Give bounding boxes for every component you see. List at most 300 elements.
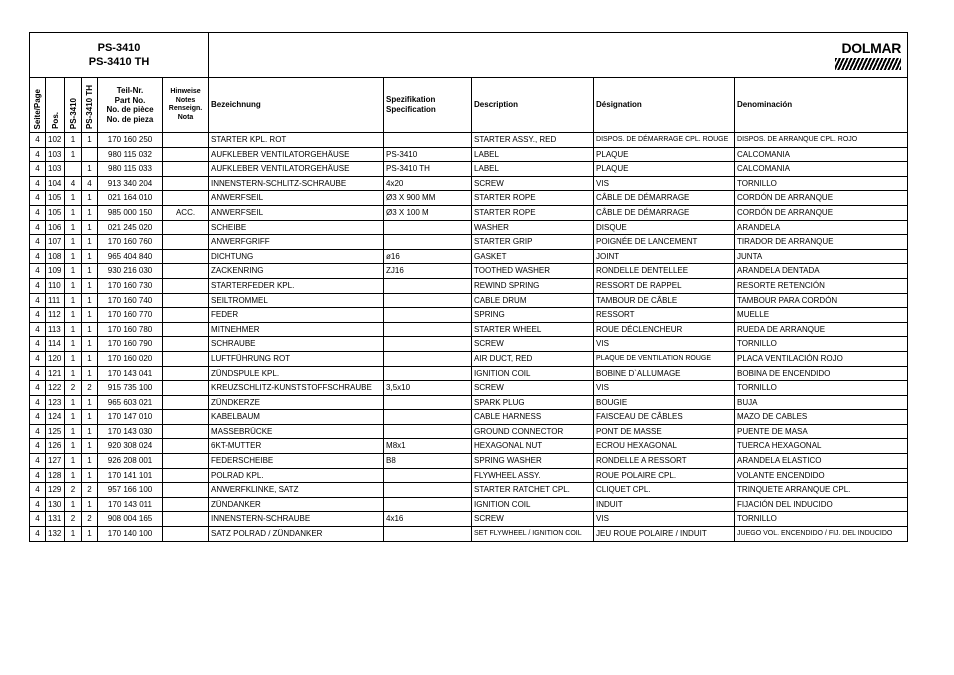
table-row [30,468,908,483]
note-cell [163,424,209,439]
bezeichnung-cell: KABELBAUM [209,410,384,425]
designation-cell: ECROU HEXAGONAL [594,439,735,454]
table-row [30,483,908,498]
denominacion-cell: ARANDELA DENTADA [735,264,908,279]
designation-cell: TAMBOUR DE CÂBLE [594,293,735,308]
part-no-cell: 170 160 780 [98,322,163,337]
specification-cell [384,322,472,337]
qty-ps3410th-cell: 1 [82,249,98,264]
pos-cell: 108 [46,249,65,264]
description-cell: FLYWHEEL ASSY. [472,468,594,483]
designation-cell: BOUGIE [594,395,735,410]
note-cell [163,264,209,279]
pos-cell: 128 [46,468,65,483]
pos-cell: 107 [46,235,65,250]
qty-ps3410-cell: 1 [65,235,82,250]
part-no-cell: 913 340 204 [98,176,163,191]
note-cell [163,395,209,410]
page-cell: 4 [30,337,46,352]
col-qty-ps3410th: PS-3410 TH [82,78,98,133]
qty-ps3410-cell: 1 [65,308,82,323]
part-no-cell: 915 735 100 [98,381,163,396]
qty-ps3410th-cell: 1 [82,351,98,366]
qty-ps3410-cell: 1 [65,424,82,439]
part-no-cell: 170 160 730 [98,278,163,293]
page-cell: 4 [30,278,46,293]
description-cell: STARTER ROPE [472,205,594,220]
qty-ps3410th-cell: 1 [82,133,98,148]
designation-cell: DISPOS. DE DÉMARRAGE CPL. ROUGE [594,133,735,148]
denominacion-cell: PUENTE DE MASA [735,424,908,439]
denominacion-cell: CORDÓN DE ARRANQUE [735,205,908,220]
page-cell: 4 [30,410,46,425]
description-cell: STARTER GRIP [472,235,594,250]
qty-ps3410th-cell: 1 [82,264,98,279]
qty-ps3410th-cell: 1 [82,205,98,220]
denominacion-cell: MAZO DE CABLES [735,410,908,425]
pos-cell: 111 [46,293,65,308]
description-cell: CABLE HARNESS [472,410,594,425]
designation-cell: RONDELLE A RESSORT [594,454,735,469]
note-cell [163,337,209,352]
model-line-1: PS-3410 [97,42,141,54]
note-cell [163,351,209,366]
table-row [30,162,908,177]
page-cell: 4 [30,147,46,162]
designation-cell: JEU ROUE POLAIRE / INDUIT [594,527,735,542]
specification-cell: PS-3410 TH [384,162,472,177]
note-cell [163,293,209,308]
page-cell: 4 [30,483,46,498]
note-cell [163,366,209,381]
pos-cell: 127 [46,454,65,469]
col-description: Description [472,78,594,133]
designation-cell: RESSORT [594,308,735,323]
part-no-cell: 170 147 010 [98,410,163,425]
designation-cell: DISQUE [594,220,735,235]
denominacion-cell: CORDÓN DE ARRANQUE [735,191,908,206]
pos-cell: 125 [46,424,65,439]
description-cell: SCREW [472,381,594,396]
specification-cell: B8 [384,454,472,469]
specification-cell: ZJ16 [384,264,472,279]
page-cell: 4 [30,220,46,235]
pos-cell: 126 [46,439,65,454]
designation-cell: CÂBLE DE DÉMARRAGE [594,205,735,220]
table-row [30,439,908,454]
pos-cell: 132 [46,527,65,542]
qty-ps3410th-cell: 1 [82,395,98,410]
title-row [30,33,908,78]
col-bezeichnung: Bezeichnung [209,78,384,133]
qty-ps3410-cell: 1 [65,191,82,206]
qty-ps3410th-cell [82,147,98,162]
specification-cell: ø16 [384,249,472,264]
qty-ps3410-cell: 2 [65,512,82,527]
pos-cell: 122 [46,381,65,396]
denominacion-cell: ARANDELA ELASTICO [735,454,908,469]
table-row [30,351,908,366]
description-cell: SPARK PLUG [472,395,594,410]
denominacion-cell: TAMBOUR PARA CORDÓN [735,293,908,308]
designation-cell: VIS [594,337,735,352]
qty-ps3410th-cell: 1 [82,191,98,206]
bezeichnung-cell: 6KT-MUTTER [209,439,384,454]
qty-ps3410th-cell: 2 [82,483,98,498]
description-cell: LABEL [472,162,594,177]
specification-cell: 4x20 [384,176,472,191]
note-cell [163,176,209,191]
table-row [30,395,908,410]
note-cell [163,512,209,527]
designation-cell: VIS [594,512,735,527]
qty-ps3410-cell: 1 [65,293,82,308]
note-cell [163,191,209,206]
note-cell [163,249,209,264]
designation-cell: CLIQUET CPL. [594,483,735,498]
bezeichnung-cell: LUFTFÜHRUNG ROT [209,351,384,366]
specification-cell: Ø3 X 100 M [384,205,472,220]
brand-area [209,33,908,78]
specification-cell [384,395,472,410]
denominacion-cell: VOLANTE ENCENDIDO [735,468,908,483]
designation-cell: ROUE POLAIRE CPL. [594,468,735,483]
denominacion-cell: RUEDA DE ARRANQUE [735,322,908,337]
model-title [30,33,209,78]
bezeichnung-cell: ANWERFSEIL [209,191,384,206]
description-cell: SPRING [472,308,594,323]
qty-ps3410-cell: 4 [65,176,82,191]
specification-cell [384,293,472,308]
pos-cell: 105 [46,205,65,220]
col-page: Seite/Page [30,78,46,133]
pos-cell: 104 [46,176,65,191]
qty-ps3410-cell: 1 [65,366,82,381]
bezeichnung-cell: AUFKLEBER VENTILATORGEHÄUSE [209,147,384,162]
denominacion-cell: TORNILLO [735,512,908,527]
table-row [30,264,908,279]
designation-cell: VIS [594,176,735,191]
denominacion-cell: TORNILLO [735,337,908,352]
designation-cell: PLAQUE [594,162,735,177]
note-cell [163,322,209,337]
qty-ps3410-cell: 1 [65,147,82,162]
table-row [30,293,908,308]
table-row [30,527,908,542]
denominacion-cell: MUELLE [735,308,908,323]
qty-ps3410th-cell: 1 [82,308,98,323]
denominacion-cell: CALCOMANIA [735,162,908,177]
table-row [30,133,908,148]
part-no-cell: 926 208 001 [98,454,163,469]
qty-ps3410-cell: 1 [65,527,82,542]
denominacion-cell: JUNTA [735,249,908,264]
qty-ps3410th-cell: 1 [82,322,98,337]
part-no-cell: 957 166 100 [98,483,163,498]
pos-cell: 102 [46,133,65,148]
qty-ps3410-cell: 1 [65,337,82,352]
designation-cell: ROUE DÉCLENCHEUR [594,322,735,337]
part-no-cell: 170 140 100 [98,527,163,542]
qty-ps3410th-cell: 1 [82,527,98,542]
denominacion-cell: CALCOMANIA [735,147,908,162]
description-cell: SPRING WASHER [472,454,594,469]
specification-cell: M8x1 [384,439,472,454]
description-cell: IGNITION COIL [472,497,594,512]
qty-ps3410-cell: 1 [65,351,82,366]
page-cell: 4 [30,176,46,191]
designation-cell: POIGNÉE DE LANCEMENT [594,235,735,250]
logo-stripes-icon [835,58,901,70]
qty-ps3410th-cell: 4 [82,176,98,191]
qty-ps3410-cell: 1 [65,249,82,264]
part-no-cell: 908 004 165 [98,512,163,527]
page-cell: 4 [30,468,46,483]
page-cell: 4 [30,527,46,542]
qty-ps3410th-cell: 1 [82,424,98,439]
description-cell: STARTER ASSY., RED [472,133,594,148]
part-no-cell: 920 308 024 [98,439,163,454]
designation-cell: PLAQUE DE VENTILATION ROUGE [594,351,735,366]
model-line-2: PS-3410 TH [88,56,150,68]
col-specification: Spezifikation Specification [384,78,472,133]
page-cell: 4 [30,366,46,381]
note-cell [163,468,209,483]
denominacion-cell: BUJA [735,395,908,410]
denominacion-cell: TUERCA HEXAGONAL [735,439,908,454]
specification-cell: 4x16 [384,512,472,527]
bezeichnung-cell: ZÜNDANKER [209,497,384,512]
designation-cell: BOBINE D`ALLUMAGE [594,366,735,381]
qty-ps3410-cell: 1 [65,410,82,425]
specification-cell [384,424,472,439]
bezeichnung-cell: DICHTUNG [209,249,384,264]
table-row [30,366,908,381]
denominacion-cell: FIJACIÓN DEL INDUCIDO [735,497,908,512]
part-no-cell: 170 160 250 [98,133,163,148]
bezeichnung-cell: ZÜNDKERZE [209,395,384,410]
page-cell: 4 [30,191,46,206]
specification-cell [384,497,472,512]
qty-ps3410th-cell: 2 [82,381,98,396]
note-cell [163,527,209,542]
specification-cell [384,133,472,148]
note-cell [163,483,209,498]
part-no-cell: 930 216 030 [98,264,163,279]
pos-cell: 109 [46,264,65,279]
description-cell: SCREW [472,512,594,527]
designation-cell: INDUIT [594,497,735,512]
description-cell: GASKET [472,249,594,264]
part-no-cell: 170 160 790 [98,337,163,352]
note-cell: ACC. [163,205,209,220]
part-no-cell: 170 143 041 [98,366,163,381]
specification-cell [384,337,472,352]
denominacion-cell: TORNILLO [735,381,908,396]
pos-cell: 106 [46,220,65,235]
designation-cell: VIS [594,381,735,396]
dolmar-logo [835,40,901,70]
page-cell: 4 [30,424,46,439]
bezeichnung-cell: SEILTROMMEL [209,293,384,308]
qty-ps3410-cell: 1 [65,468,82,483]
part-no-cell: 170 143 030 [98,424,163,439]
description-cell: SCREW [472,176,594,191]
qty-ps3410-cell: 1 [65,439,82,454]
part-no-cell: 170 160 740 [98,293,163,308]
bezeichnung-cell: SCHEIBE [209,220,384,235]
description-cell: STARTER RATCHET CPL. [472,483,594,498]
pos-cell: 110 [46,278,65,293]
bezeichnung-cell: AUFKLEBER VENTILATORGEHÄUSE [209,162,384,177]
bezeichnung-cell: FEDER [209,308,384,323]
part-no-cell: 980 115 033 [98,162,163,177]
table-row [30,220,908,235]
table-row [30,497,908,512]
specification-cell [384,483,472,498]
col-denominacion: Denominación [735,78,908,133]
description-cell: LABEL [472,147,594,162]
specification-cell [384,468,472,483]
page-cell: 4 [30,205,46,220]
part-no-cell: 980 115 032 [98,147,163,162]
table-row [30,512,908,527]
qty-ps3410th-cell: 1 [82,468,98,483]
description-cell: IGNITION COIL [472,366,594,381]
qty-ps3410th-cell: 1 [82,439,98,454]
description-cell: GROUND CONNECTOR [472,424,594,439]
part-no-cell: 985 000 150 [98,205,163,220]
qty-ps3410th-cell: 1 [82,410,98,425]
table-row [30,205,908,220]
qty-ps3410th-cell: 1 [82,454,98,469]
description-cell: STARTER WHEEL [472,322,594,337]
page-cell: 4 [30,454,46,469]
qty-ps3410-cell: 1 [65,264,82,279]
description-cell: TOOTHED WASHER [472,264,594,279]
specification-cell: PS-3410 [384,147,472,162]
bezeichnung-cell: ANWERFGRIFF [209,235,384,250]
description-cell: STARTER ROPE [472,191,594,206]
denominacion-cell: RESORTE RETENCIÓN [735,278,908,293]
table-row [30,424,908,439]
bezeichnung-cell: STARTER KPL. ROT [209,133,384,148]
pos-cell: 121 [46,366,65,381]
table-row [30,308,908,323]
specification-cell [384,366,472,381]
bezeichnung-cell: ZACKENRING [209,264,384,279]
page-cell: 4 [30,381,46,396]
denominacion-cell: JUEGO VOL. ENCENDIDO / FIJ. DEL INDUCIDO [735,527,908,542]
page-cell: 4 [30,162,46,177]
page-cell: 4 [30,439,46,454]
page-cell: 4 [30,497,46,512]
denominacion-cell: BOBINA DE ENCENDIDO [735,366,908,381]
col-pos: Pos. [46,78,65,133]
page-cell: 4 [30,235,46,250]
qty-ps3410-cell [65,162,82,177]
part-no-cell: 170 143 011 [98,497,163,512]
qty-ps3410-cell: 1 [65,133,82,148]
table-row [30,249,908,264]
qty-ps3410th-cell: 1 [82,278,98,293]
denominacion-cell: TRINQUETE ARRANQUE CPL. [735,483,908,498]
note-cell [163,133,209,148]
qty-ps3410-cell: 1 [65,454,82,469]
bezeichnung-cell: MASSEBRÜCKE [209,424,384,439]
specification-cell [384,351,472,366]
note-cell [163,454,209,469]
pos-cell: 129 [46,483,65,498]
page-cell: 4 [30,249,46,264]
pos-cell: 105 [46,191,65,206]
qty-ps3410-cell: 1 [65,278,82,293]
table-row [30,176,908,191]
table-row [30,191,908,206]
description-cell: WASHER [472,220,594,235]
pos-cell: 103 [46,162,65,177]
bezeichnung-cell: FEDERSCHEIBE [209,454,384,469]
bezeichnung-cell: KREUZSCHLITZ-KUNSTSTOFFSCHRAUBE [209,381,384,396]
pos-cell: 123 [46,395,65,410]
parts-rows [30,133,908,542]
qty-ps3410-cell: 1 [65,395,82,410]
description-cell: AIR DUCT, RED [472,351,594,366]
table-row [30,454,908,469]
denominacion-cell: PLACA VENTILACIÓN ROJO [735,351,908,366]
specification-cell [384,308,472,323]
table-row [30,337,908,352]
denominacion-cell: DISPOS. DE ARRANQUE CPL. ROJO [735,133,908,148]
table-row [30,235,908,250]
bezeichnung-cell: SATZ POLRAD / ZÜNDANKER [209,527,384,542]
note-cell [163,308,209,323]
designation-cell: PLAQUE [594,147,735,162]
parts-table [29,32,908,542]
col-qty-ps3410: PS-3410 [65,78,82,133]
pos-cell: 130 [46,497,65,512]
denominacion-cell: ARANDELA [735,220,908,235]
note-cell [163,220,209,235]
qty-ps3410th-cell: 1 [82,235,98,250]
bezeichnung-cell: INNENSTERN-SCHRAUBE [209,512,384,527]
bezeichnung-cell: MITNEHMER [209,322,384,337]
table-row [30,322,908,337]
note-cell [163,497,209,512]
note-cell [163,381,209,396]
description-cell: HEXAGONAL NUT [472,439,594,454]
bezeichnung-cell: SCHRAUBE [209,337,384,352]
column-header-row [30,78,908,133]
qty-ps3410th-cell: 1 [82,497,98,512]
part-no-cell: 170 141 101 [98,468,163,483]
qty-ps3410-cell: 2 [65,381,82,396]
part-no-cell: 170 160 020 [98,351,163,366]
note-cell [163,439,209,454]
col-notes: Hinweise Notes Renseign. Nota [163,78,209,133]
qty-ps3410-cell: 1 [65,322,82,337]
col-designation: Désignation [594,78,735,133]
specification-cell [384,235,472,250]
note-cell [163,235,209,250]
page-cell: 4 [30,133,46,148]
qty-ps3410-cell: 1 [65,205,82,220]
denominacion-cell: TORNILLO [735,176,908,191]
part-no-cell: 170 160 760 [98,235,163,250]
page-cell: 4 [30,351,46,366]
table-row [30,381,908,396]
designation-cell: FAISCEAU DE CÂBLES [594,410,735,425]
